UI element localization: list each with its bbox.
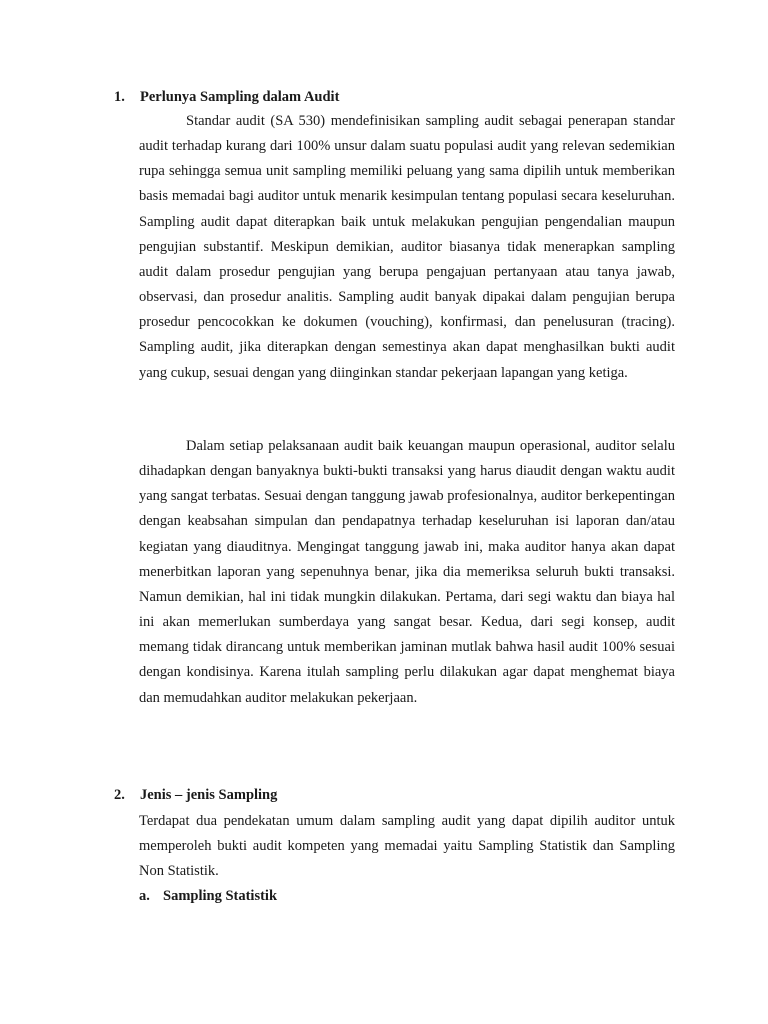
section-1-paragraph-2: Dalam setiap pelaksanaan audit baik keuangan maupun operasional, auditor selalu dihadapkan dengan banyaknya bukti-bukti transaksi yang harus diaudit dengan waktu audit yang sangat terbatas. Sesuai dengan tanggung jawab profesionalnya, auditor berkepentingan dengan keabsahan simpulan dan pendapatnya terhadap keseluruhan isi laporan dan/atau kegiatan yang diauditnya. Mengingat tanggung jawab ini, maka auditor hanya akan dapat menerbitkan laporan yang sepenuhnya benar, jika dia memeriksa seluruh bukti transaksi. Namun demikian, hal ini tidak mungkin dilakukan. Pertama, dari segi waktu dan biaya hal ini akan memerlukan sumberdaya yang sangat besar. Kedua, dari segi konsep, audit memang tidak dirancang untuk memberikan jaminan mutlak bahwa hasil audit 100% sesuai dengan kondisinya. Karena itulah sampling perlu dilakukan agar dapat menghemat biaya dan memudahkan auditor melakukan pekerjaan. — [139, 438, 675, 706]
section-1-number: 1. — [114, 89, 125, 105]
subsection-a-title: Sampling Statistik — [163, 888, 278, 904]
section-1-title: Perlunya Sampling dalam Audit — [140, 89, 340, 105]
section-2-number: 2. — [114, 787, 125, 803]
section-2-paragraph: Terdapat dua pendekatan umum dalam sampling audit yang dapat dipilih auditor untuk memperoleh bukti audit kompeten yang memadai yaitu Sampling Statistik dan Sampling Non Statistik. — [139, 813, 675, 880]
subsection-a-heading — [139, 886, 277, 906]
section-2-title: Jenis – jenis Sampling — [140, 787, 278, 803]
section-2-heading — [114, 785, 277, 805]
section-1-paragraph-1: Standar audit (SA 530) mendefinisikan sampling audit sebagai penerapan standar audit terhadap kurang dari 100% unsur dalam suatu populasi audit yang relevan sedemikian rupa sehingga semua unit sampling memiliki peluang yang sama dipilih untuk memberikan basis memadai bagi auditor untuk menarik kesimpulan tentang populasi secara keseluruhan. Sampling audit dapat diterapkan baik untuk melakukan pengujian pengendalian maupun pengujian substantif. Meskipun demikian, auditor biasanya tidak menerapkan sampling audit dalam prosedur pengujian yang berupa pengajuan pertanyaan atau tanya jawab, observasi, dan prosedur analitis. Sampling audit banyak dipakai dalam pengujian berupa prosedur pencocokkan ke dokumen (vouching), konfirmasi, dan penelusuran (tracing). Sampling audit, jika diterapkan dengan semestinya akan dapat menghasilkan bukti audit yang cukup, sesuai dengan yang diinginkan standar pekerjaan lapangan yang ketiga. — [139, 113, 675, 381]
section-1-heading — [114, 87, 339, 107]
subsection-a-letter: a. — [139, 888, 150, 904]
